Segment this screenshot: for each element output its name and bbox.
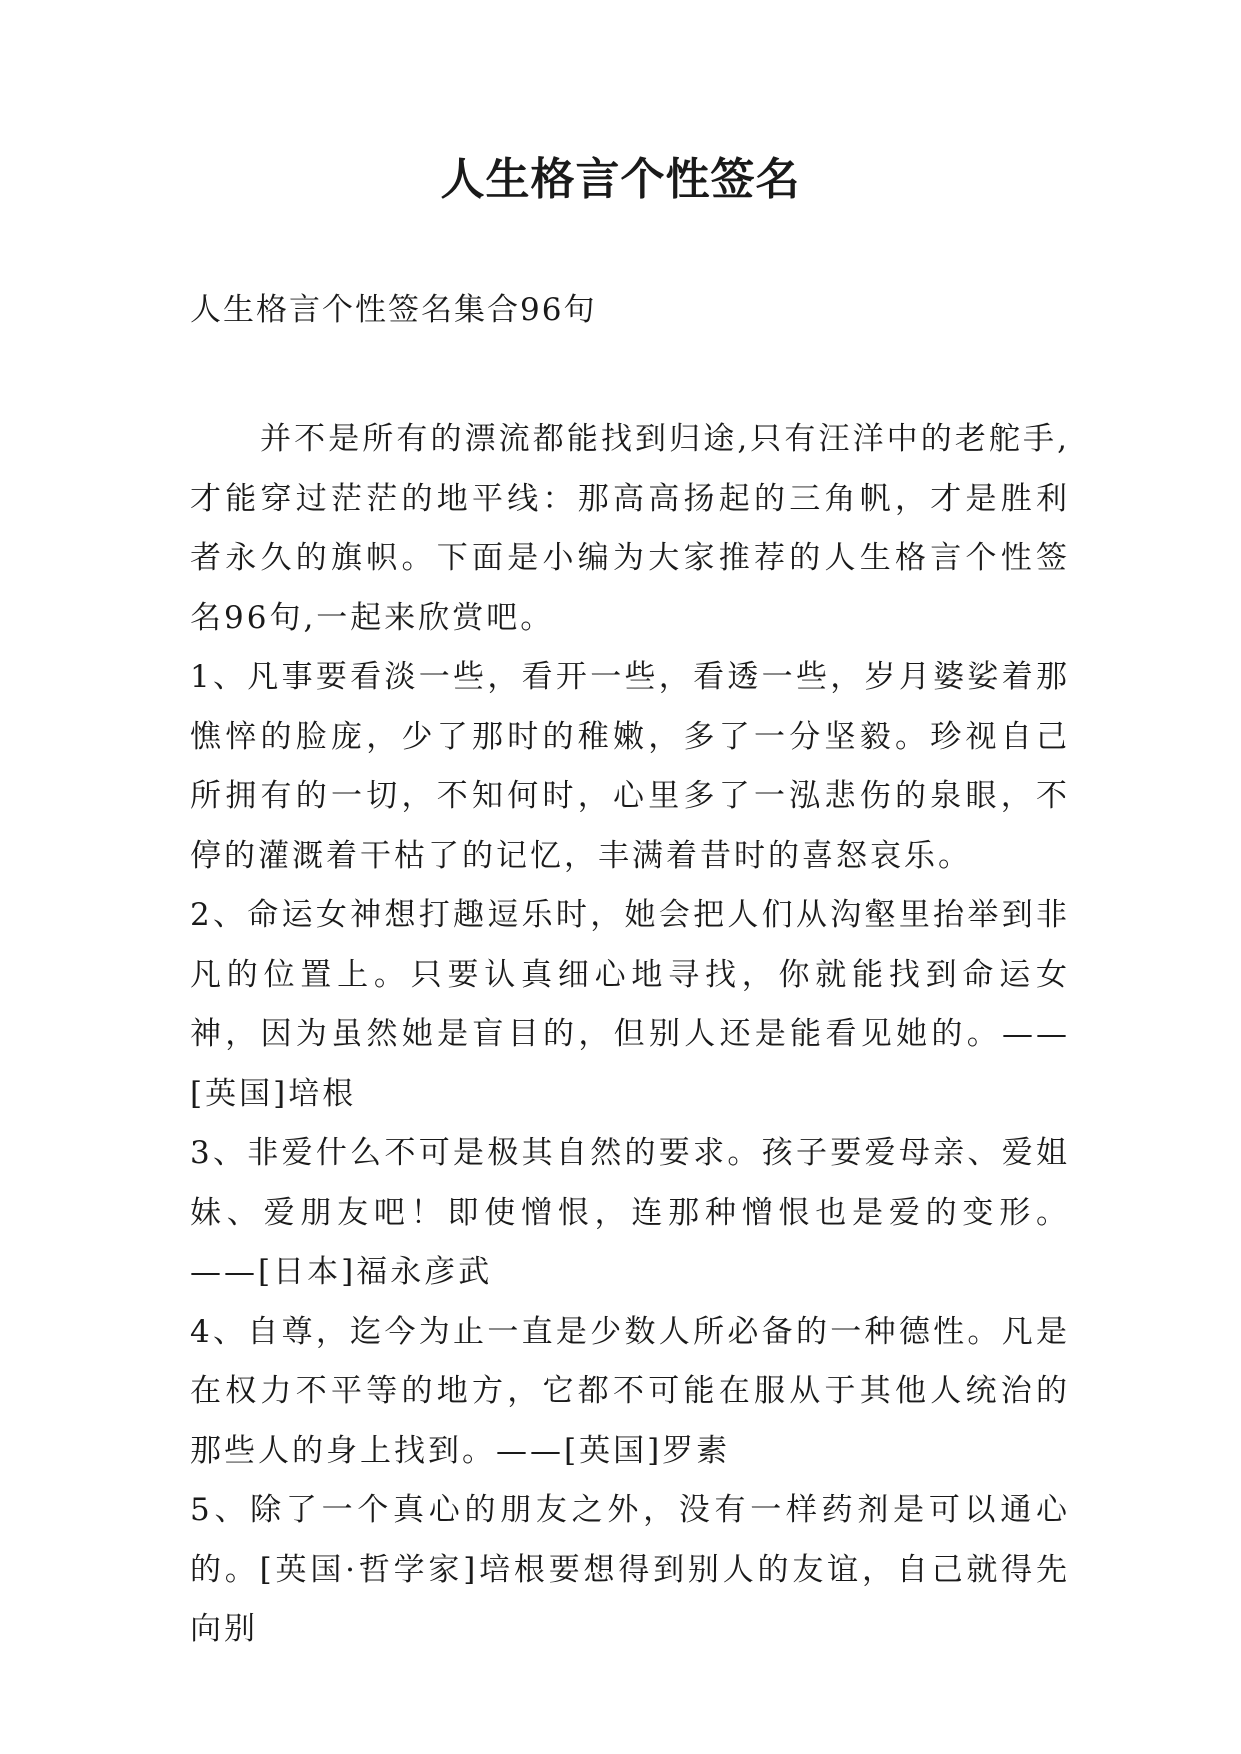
intro-paragraph: 并不是所有的漂流都能找到归途,只有汪洋中的老舵手,才能穿过茫茫的地平线：那高高扬起的三角帆，才是胜利者永久的旗帜。下面是小编为大家推荐的人生格言个性签名96句,一起来欣赏吧。 bbox=[190, 421, 1070, 636]
quote-item-3: 3、非爱什么不可是极其自然的要求。孩子要爱母亲、爱姐妹、爱朋友吧！即使憎恨，连那种憎恨也是爱的变形。——[日本]福永彦武 bbox=[190, 1135, 1070, 1290]
document-body bbox=[190, 410, 1070, 1660]
quote-item-2: 2、命运女神想打趣逗乐时，她会把人们从沟壑里抬举到非凡的位置上。只要认真细心地寻找，你就能找到命运女神，因为虽然她是盲目的，但别人还是能看见她的。——[英国]培根 bbox=[190, 897, 1070, 1112]
quote-item-1: 1、凡事要看淡一些，看开一些，看透一些，岁月婆娑着那憔悴的脸庞，少了那时的稚嫩，多了一分坚毅。珍视自己所拥有的一切，不知何时，心里多了一泓悲伤的泉眼，不停的灌溉着干枯了的记忆，丰满着昔时的喜怒哀乐。 bbox=[190, 659, 1070, 874]
document-subtitle: 人生格言个性签名集合96句 bbox=[190, 292, 597, 328]
document-title: 人生格言个性签名 bbox=[440, 154, 801, 205]
quote-item-4: 4、自尊，迄今为止一直是少数人所必备的一种德性。凡是在权力不平等的地方，它都不可能在服从于其他人统治的那些人的身上找到。——[英国]罗素 bbox=[190, 1313, 1070, 1469]
quote-item-5: 5、除了一个真心的朋友之外，没有一样药剂是可以通心的。[英国·哲学家]培根要想得到别人的友谊，自己就得先向别 bbox=[190, 1492, 1070, 1647]
